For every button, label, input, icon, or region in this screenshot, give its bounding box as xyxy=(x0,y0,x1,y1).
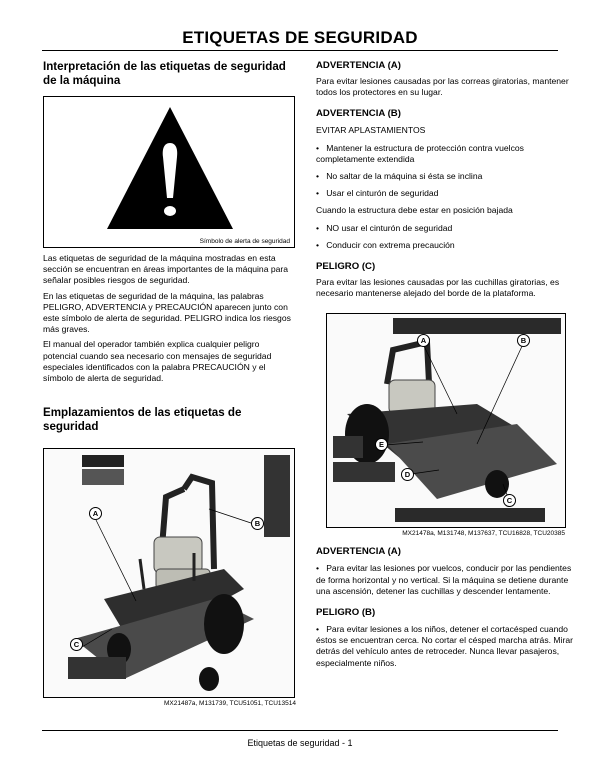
bullet-mark: • xyxy=(316,188,320,199)
adv-b-lowered: Cuando la estructura debe estar en posición bajada xyxy=(316,205,513,216)
adv-a-text: Para evitar lesiones causadas por las correas giratorias, mantener todos los protectores en su lugar. xyxy=(316,76,569,98)
callout-d: D xyxy=(401,468,414,481)
bullet-text: Para evitar las lesiones por vuelcos, conducir por las pendientes de forma horizontal y no vertical. Si la máquina se detiene durante una ascensión, detener las cuchillas y descender lentamente. xyxy=(316,563,572,596)
adv-a-title: ADVERTENCIA (A) xyxy=(316,60,401,71)
bullet-mark: • xyxy=(316,171,320,182)
page-title: ETIQUETAS DE SEGURIDAD xyxy=(182,28,418,47)
callout-b: B xyxy=(517,334,530,347)
bullet-text: Para evitar lesiones a los niños, detener el cortacésped cuando éstos se encuentran cerca. No cortar el césped marcha atrás. Mirar detrás del vehículo antes de retroceder. Nunca llevar pasajeros, especialmente niños. xyxy=(316,624,573,668)
paragraph-1: Las etiquetas de seguridad de la máquina mostradas en esta sección se encuentran en áreas importantes de la máquina para señalar posibles riesgos de seguridad. xyxy=(43,253,289,286)
figure-1-caption: MX21487a, M131739, TCU51051, TCU13514 xyxy=(163,700,296,708)
left-column xyxy=(43,60,296,708)
section-title-interpretation: Interpretación de las etiquetas de seguridad de la máquina xyxy=(43,60,286,87)
pel-b-title: PELIGRO (B) xyxy=(316,607,376,619)
adv-b-bullet-3 xyxy=(316,188,574,199)
safety-alert-figure xyxy=(43,96,295,248)
pel-b-bullet xyxy=(316,624,574,669)
mower-figure-2 xyxy=(326,313,566,538)
adv-b-subtitle: EVITAR APLASTAMIENTOS xyxy=(316,125,426,136)
mower-figure-1 xyxy=(43,448,296,708)
alert-caption: Símbolo de alerta de seguridad xyxy=(199,238,290,245)
adv-b-bullet-5 xyxy=(316,240,574,251)
callout-c: C xyxy=(503,494,516,507)
mower-illustration-2 xyxy=(327,314,565,527)
adv-b-title: ADVERTENCIA (B) xyxy=(316,108,401,120)
right-column xyxy=(316,60,574,669)
page-footer: Etiquetas de seguridad - 1 xyxy=(247,738,353,748)
adv-b-bullet-1 xyxy=(316,143,574,165)
callout-c: C xyxy=(70,638,83,651)
footer-rule xyxy=(42,730,558,731)
bullet-mark: • xyxy=(316,239,320,250)
paragraph-3: El manual del operador también explica cualquier peligro potencial cuando sea necesario con mensajes de seguridad especiales identificados con la palabra PRECAUCIÓN y el símbolo de alerta de seguridad. xyxy=(43,339,272,384)
bullet-text: Conducir con extrema precaución xyxy=(326,239,455,250)
bullet-text: NO usar el cinturón de seguridad xyxy=(326,222,453,233)
bullet-mark: • xyxy=(316,563,320,574)
title-rule xyxy=(42,50,558,51)
pel-c-text: Para evitar las lesiones causadas por las cuchillas giratorias, es necesario mantenerse alejado del borde de la plataforma. xyxy=(316,277,560,299)
figure-2-caption: MX21478a, M131748, M137637, TCU16828, TCU20385 xyxy=(402,530,565,538)
adv-b-bullet-4 xyxy=(316,223,574,234)
leader-lines xyxy=(44,449,294,697)
pel-c-title: PELIGRO (C) xyxy=(316,261,376,273)
callout-a: A xyxy=(417,334,430,347)
bullet-text: Mantener la estructura de protección contra vuelcos completamente extendida xyxy=(316,142,524,164)
bullet-text: Usar el cinturón de seguridad xyxy=(326,188,439,199)
bullet-mark: • xyxy=(316,142,320,153)
bullet-mark: • xyxy=(316,624,320,635)
section-title-locations: Emplazamientos de las etiquetas de seguridad xyxy=(43,406,242,434)
callout-b: B xyxy=(251,517,264,530)
bullet-mark: • xyxy=(316,222,320,233)
adv-b-bullet-2 xyxy=(316,171,574,182)
adv-a2-title: ADVERTENCIA (A) xyxy=(316,546,401,558)
paragraph-2: En las etiquetas de seguridad de la máquina, las palabras PELIGRO, ADVERTENCIA y PRECAUCIÓN aparecen junto con este símbolo de alerta de seguridad. PELIGRO indica los riesgos más graves. xyxy=(43,290,291,335)
warning-triangle-icon xyxy=(44,97,294,247)
callout-a: A xyxy=(89,507,102,520)
adv-a2-bullet xyxy=(316,563,574,597)
callout-e: E xyxy=(375,438,388,451)
bullet-text: No saltar de la máquina si ésta se inclina xyxy=(326,171,483,182)
